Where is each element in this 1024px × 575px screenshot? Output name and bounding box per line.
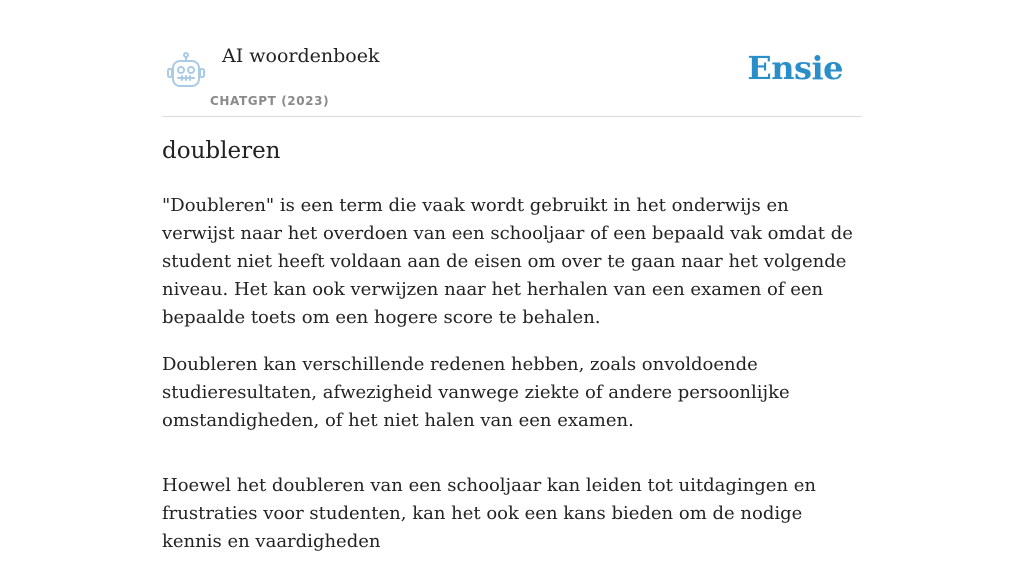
definition-paragraph: "Doubleren" is een term die vaak wordt gebruikt in het onderwijs en verwijst naar het overdoen van een schooljaar of een bepaald vak omdat de student niet heeft voldaan aan de eisen om over te gaan naar het volgende niveau. Het kan ook verwijzen naar het herhalen van een examen of een bepaalde toets om een hogere score te behalen. [162,195,853,328]
definition-paragraph: Doubleren kan verschillende redenen hebben, zoals onvoldoende studieresultaten, afwezigheid vanwege ziekte of andere persoonlijke omstandigheden, of het niet halen van een examen. [162,354,790,431]
entry-term: doubleren [162,138,281,164]
entry-definition [162,192,862,575]
source-label: CHATGPT (2023) [210,94,330,108]
entry-card [162,0,862,552]
definition-paragraph: Hoewel het doubleren van een schooljaar kan leiden tot uitdagingen en frustraties voor studenten, kan het ook een kans bieden om de nodige kennis en vaardigheden [162,475,817,552]
robot-icon [166,52,206,90]
dictionary-title[interactable]: AI woordenboek [222,45,380,67]
brand-logo[interactable]: Ensie [747,49,843,87]
entry-header [162,0,862,117]
